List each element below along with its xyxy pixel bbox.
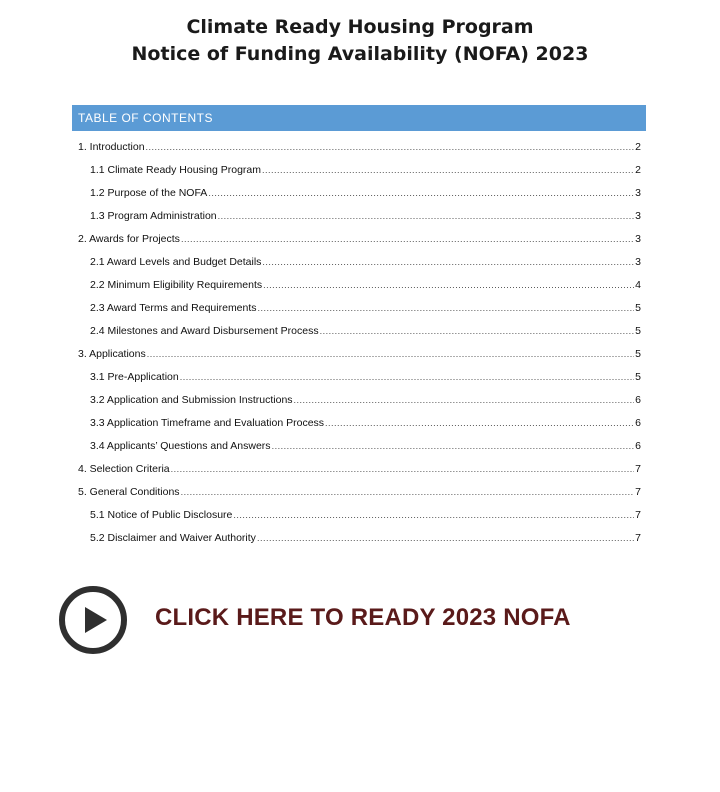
toc-entry-page: 4 bbox=[635, 278, 641, 291]
toc-leader-dots bbox=[218, 210, 635, 222]
toc-entry-page: 5 bbox=[635, 324, 641, 337]
toc-entry-page: 3 bbox=[635, 186, 641, 199]
table-of-contents bbox=[78, 135, 641, 549]
toc-entry-page: 2 bbox=[635, 140, 641, 153]
toc-entry-label[interactable]: 1.2 Purpose of the NOFA bbox=[90, 186, 208, 199]
toc-leader-dots bbox=[181, 233, 634, 245]
toc-entry[interactable] bbox=[78, 250, 641, 273]
read-nofa-link[interactable] bbox=[58, 585, 698, 655]
toc-entry-page: 3 bbox=[635, 255, 641, 268]
toc-entry-page: 7 bbox=[635, 508, 641, 521]
toc-entry[interactable] bbox=[78, 342, 641, 365]
toc-entry[interactable] bbox=[78, 457, 641, 480]
toc-entry-page: 3 bbox=[635, 209, 641, 222]
toc-entry[interactable] bbox=[78, 296, 641, 319]
toc-leader-dots bbox=[263, 279, 634, 291]
toc-entry-label[interactable]: 1.3 Program Administration bbox=[90, 209, 217, 222]
toc-entry-label[interactable]: 3.2 Application and Submission Instructions bbox=[90, 393, 293, 406]
read-nofa-label[interactable]: CLICK HERE TO READY 2023 NOFA bbox=[155, 604, 571, 631]
toc-leader-dots bbox=[147, 348, 634, 360]
toc-entry-page: 6 bbox=[635, 439, 641, 452]
toc-entry-page: 7 bbox=[635, 531, 641, 544]
document-title bbox=[0, 14, 720, 68]
toc-entry[interactable] bbox=[78, 227, 641, 250]
toc-leader-dots bbox=[294, 394, 635, 406]
toc-entry-label[interactable]: 5.1 Notice of Public Disclosure bbox=[90, 508, 233, 521]
toc-entry-page: 5 bbox=[635, 370, 641, 383]
toc-leader-dots bbox=[171, 463, 635, 475]
toc-entry[interactable] bbox=[78, 503, 641, 526]
toc-entry-page: 5 bbox=[635, 301, 641, 314]
toc-entry-page: 6 bbox=[635, 393, 641, 406]
toc-leader-dots bbox=[208, 187, 634, 199]
toc-leader-dots bbox=[262, 164, 634, 176]
toc-entry[interactable] bbox=[78, 434, 641, 457]
toc-entry-page: 6 bbox=[635, 416, 641, 429]
toc-entry-page: 3 bbox=[635, 232, 641, 245]
toc-entry-page: 5 bbox=[635, 347, 641, 360]
toc-entry[interactable] bbox=[78, 365, 641, 388]
toc-entry[interactable] bbox=[78, 388, 641, 411]
toc-leader-dots bbox=[262, 256, 634, 268]
title-line-2: Notice of Funding Availability (NOFA) 2023 bbox=[131, 43, 589, 65]
toc-entry-label[interactable]: 5. General Conditions bbox=[78, 485, 180, 498]
toc-entry[interactable] bbox=[78, 319, 641, 342]
toc-entry[interactable] bbox=[78, 181, 641, 204]
toc-entry-label[interactable]: 2.1 Award Levels and Budget Details bbox=[90, 255, 262, 268]
play-icon[interactable] bbox=[58, 585, 128, 655]
toc-entry[interactable] bbox=[78, 273, 641, 296]
toc-entry-label[interactable]: 3.1 Pre-Application bbox=[90, 370, 179, 383]
toc-entry-label[interactable]: 3.3 Application Timeframe and Evaluation Process bbox=[90, 416, 325, 429]
toc-entry[interactable] bbox=[78, 204, 641, 227]
toc-entry-page: 7 bbox=[635, 462, 641, 475]
toc-entry-page: 7 bbox=[635, 485, 641, 498]
toc-entry-label[interactable]: 2.3 Award Terms and Requirements bbox=[90, 301, 257, 314]
title-line-1: Climate Ready Housing Program bbox=[186, 16, 534, 38]
toc-entry-label[interactable]: 3. Applications bbox=[78, 347, 146, 360]
toc-entry-label[interactable]: 2. Awards for Projects bbox=[78, 232, 180, 245]
toc-leader-dots bbox=[181, 486, 635, 498]
toc-leader-dots bbox=[320, 325, 635, 337]
toc-entry-label[interactable]: 4. Selection Criteria bbox=[78, 462, 170, 475]
toc-entry-page: 2 bbox=[635, 163, 641, 176]
toc-leader-dots bbox=[272, 440, 635, 452]
toc-leader-dots bbox=[233, 509, 634, 521]
toc-entry-label[interactable]: 1.1 Climate Ready Housing Program bbox=[90, 163, 261, 176]
toc-entry-label[interactable]: 5.2 Disclaimer and Waiver Authority bbox=[90, 531, 256, 544]
toc-entry[interactable] bbox=[78, 158, 641, 181]
toc-entry-label[interactable]: 2.2 Minimum Eligibility Requirements bbox=[90, 278, 263, 291]
toc-leader-dots bbox=[180, 371, 634, 383]
toc-entry-label[interactable]: 1. Introduction bbox=[78, 140, 145, 153]
toc-entry[interactable] bbox=[78, 480, 641, 503]
toc-header: TABLE OF CONTENTS bbox=[72, 105, 646, 131]
toc-leader-dots bbox=[257, 532, 634, 544]
toc-entry-label[interactable]: 3.4 Applicants’ Questions and Answers bbox=[90, 439, 271, 452]
toc-entry-label[interactable]: 2.4 Milestones and Award Disbursement Process bbox=[90, 324, 319, 337]
toc-entry[interactable] bbox=[78, 526, 641, 549]
toc-entry[interactable] bbox=[78, 411, 641, 434]
toc-leader-dots bbox=[258, 302, 635, 314]
toc-leader-dots bbox=[146, 141, 635, 153]
toc-entry[interactable] bbox=[78, 135, 641, 158]
toc-leader-dots bbox=[325, 417, 634, 429]
